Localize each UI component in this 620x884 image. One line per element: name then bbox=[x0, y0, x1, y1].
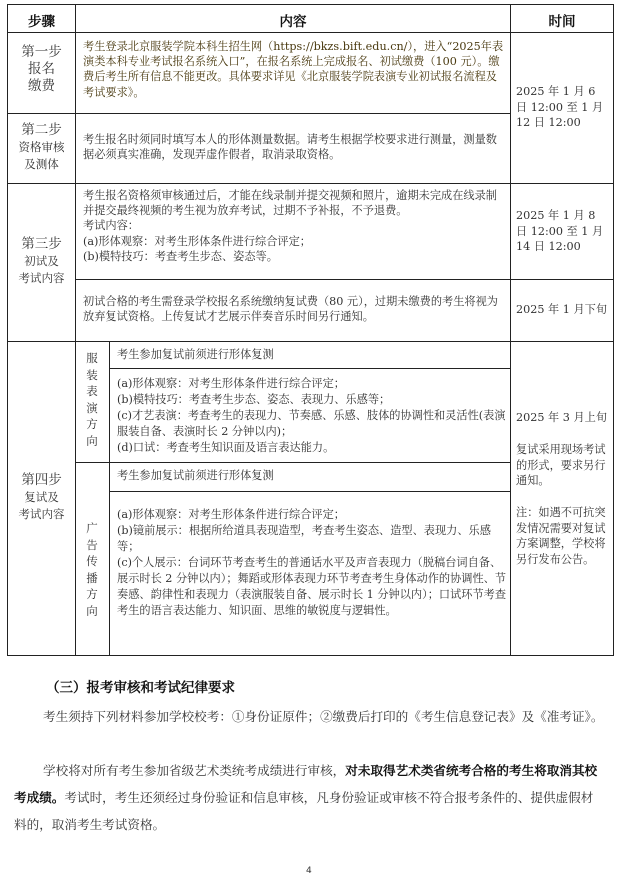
table-border bbox=[7, 655, 614, 656]
step-3-label bbox=[8, 236, 75, 287]
step-1-label bbox=[8, 44, 75, 95]
step-1-2-time: 2025 年 1 月 6 日 12:00 至 1 月 12 日 12:00 bbox=[516, 85, 604, 129]
track-1-label bbox=[82, 350, 102, 449]
step-2-content: 考生报名时须同时填写本人的形体测量数据。请考生根据学校要求进行测量，测量数据必须真实准确，发现弄虚作假者，取消录取资格。 bbox=[83, 133, 497, 162]
track-label-char: 向 bbox=[86, 433, 98, 448]
paragraph-emphasis: 对未取得艺术类省统考合格的考生将取消其校考成绩。 bbox=[14, 763, 598, 805]
content-item: (b)模特技巧：考查考生步态、姿态、表现力、乐感等； bbox=[117, 393, 391, 406]
step-3-content-b: 初试合格的考生需登录学校报名系统缴纳复试费（80 元），过期未缴费的考生将视为放弃复试资格。上传复试才艺展示伴奏音乐时间另行通知。 bbox=[83, 295, 498, 324]
table-border bbox=[7, 113, 510, 114]
table-border bbox=[109, 341, 110, 656]
section-heading: （三）报考审核和考试纪律要求 bbox=[46, 680, 235, 696]
step-title: 第一步 bbox=[21, 44, 62, 60]
track-label-char: 表 bbox=[86, 384, 98, 398]
track-label-char: 方 bbox=[86, 587, 98, 601]
step-4-label bbox=[8, 472, 75, 523]
track-1-items bbox=[117, 376, 507, 456]
table-border bbox=[109, 368, 510, 369]
step-4-time: 2025 年 3 月上旬 bbox=[516, 411, 608, 424]
table-border bbox=[7, 341, 614, 342]
table-border bbox=[75, 279, 614, 280]
content-item: (b)模特技巧：考查考生步态、姿态等。 bbox=[83, 249, 278, 263]
table-border bbox=[613, 4, 614, 656]
step-4-note-contingency: 注：如遇不可抗突发情况需要对复试方案调整，学校将另行发布公告。 bbox=[516, 506, 606, 566]
track-label-char: 传 bbox=[86, 554, 98, 568]
track-label-char: 方 bbox=[86, 417, 98, 431]
content-item: (d)口试：考查考生知识面及语言表达能力。 bbox=[117, 441, 335, 454]
track-label-char: 服 bbox=[86, 351, 98, 365]
step-3-content-a bbox=[83, 188, 504, 264]
track-label-char: 告 bbox=[86, 537, 98, 552]
step-subtitle: 初试及 bbox=[24, 254, 59, 268]
content-paragraph: 考生报名资格须审核通过后，才能在线录制并提交视频和照片，逾期未完成在线录制并提交最终视频的考生视为放弃考试，过期不予补报，不予退费。 bbox=[83, 189, 497, 218]
track-2-label bbox=[82, 520, 102, 619]
step-subtitle: 复试及 bbox=[24, 490, 59, 504]
content-item: (c)个人展示：台词环节考查考生的普通话水平及声音表现力（脱稿台词自备、展示时长 2 分钟以内）；舞蹈或形体表现力环节考查考生身体动作的协调性、节奏感、韵律性和表现力（表演服装自备、展示时长 1 分钟以内）；口试环节考查考生的语言表达能力、知识面、思维的敏锐度与逻辑性。 bbox=[117, 556, 507, 617]
table-border bbox=[7, 4, 8, 656]
table-border bbox=[7, 183, 614, 184]
step-subtitle: 报名 bbox=[28, 61, 55, 77]
step-subtitle: 考试内容 bbox=[18, 271, 65, 285]
track-label-char: 播 bbox=[86, 570, 98, 585]
step-subtitle: 资格审核 bbox=[18, 140, 65, 154]
table-border bbox=[510, 4, 511, 656]
step-4-note-format: 复试采用现场考试的形式，要求另行通知。 bbox=[516, 443, 606, 487]
content-paragraph: 考试内容： bbox=[83, 219, 139, 233]
content-item: (a)形体观察：对考生形体条件进行综合评定； bbox=[83, 234, 311, 248]
table-border bbox=[75, 462, 510, 463]
header-time: 时间 bbox=[548, 14, 576, 30]
content-item: (a)形体观察：对考生形体条件进行综合评定； bbox=[117, 508, 345, 521]
content-item: (b)镜前展示：根据所给道具表现造型，考查考生姿态、造型、表现力、乐感等； bbox=[117, 524, 491, 553]
table-border bbox=[75, 4, 76, 656]
step-subtitle: 缴费 bbox=[28, 78, 55, 94]
table-border bbox=[109, 491, 510, 492]
step-title: 第三步 bbox=[21, 236, 62, 252]
section-paragraph-2 bbox=[14, 757, 604, 838]
step-3-time-a: 2025 年 1 月 8 日 12:00 至 1 月 14 日 12:00 bbox=[516, 209, 604, 253]
content-item: (a)形体观察：对考生形体条件进行综合评定； bbox=[117, 377, 345, 390]
step-3-time-b: 2025 年 1 月下旬 bbox=[516, 303, 608, 316]
section-paragraph-1: 考生须持下列材料参加学校校考：①身份证原件；②缴费后打印的《考生信息登记表》及《准考证》。 bbox=[43, 709, 604, 724]
paragraph-text: 考试时，考生还须经过身份验证和信息审核，凡身份验证或审核不符合报考条件的、提供虚假材料的，取消考生考试资格。 bbox=[14, 790, 594, 832]
track-label-char: 演 bbox=[86, 400, 98, 415]
table-border bbox=[7, 32, 614, 33]
track-label-char: 广 bbox=[86, 521, 98, 535]
paragraph-text: 学校将对所有考生参加省级艺术类统考成绩进行审核， bbox=[43, 763, 346, 778]
table-border bbox=[7, 4, 614, 5]
track-label-char: 向 bbox=[86, 603, 98, 618]
track-label-char: 装 bbox=[86, 367, 98, 382]
step-subtitle: 及测体 bbox=[24, 157, 59, 171]
track-2-items bbox=[117, 507, 507, 619]
header-step: 步骤 bbox=[28, 14, 55, 30]
track-2-title: 考生参加复试前须进行形体复测 bbox=[117, 469, 274, 482]
header-content: 内容 bbox=[279, 14, 307, 30]
step-1-content: 考生登录北京服装学院本科生招生网（https://bkzs.bift.edu.cn/），进入“2025年表演类本科专业考试报名系统入口”，在报名系统上完成报名、初试缴费（100 元）。缴费后考生所有信息不能更改。具体要求详见《北京服装学院表演专业初试报名流程及考试要求》。 bbox=[83, 40, 504, 99]
step-title: 第四步 bbox=[21, 472, 62, 488]
step-2-label bbox=[8, 122, 75, 173]
track-1-title: 考生参加复试前须进行形体复测 bbox=[117, 348, 274, 361]
page-number: 4 bbox=[306, 866, 312, 876]
step-subtitle: 考试内容 bbox=[18, 507, 65, 521]
content-item: (c)才艺表演：考查考生的表现力、节奏感、乐感、肢体的协调性和灵活性(表演服装自备、表演时长 2 分钟以内)； bbox=[117, 409, 506, 438]
step-title: 第二步 bbox=[21, 122, 62, 138]
